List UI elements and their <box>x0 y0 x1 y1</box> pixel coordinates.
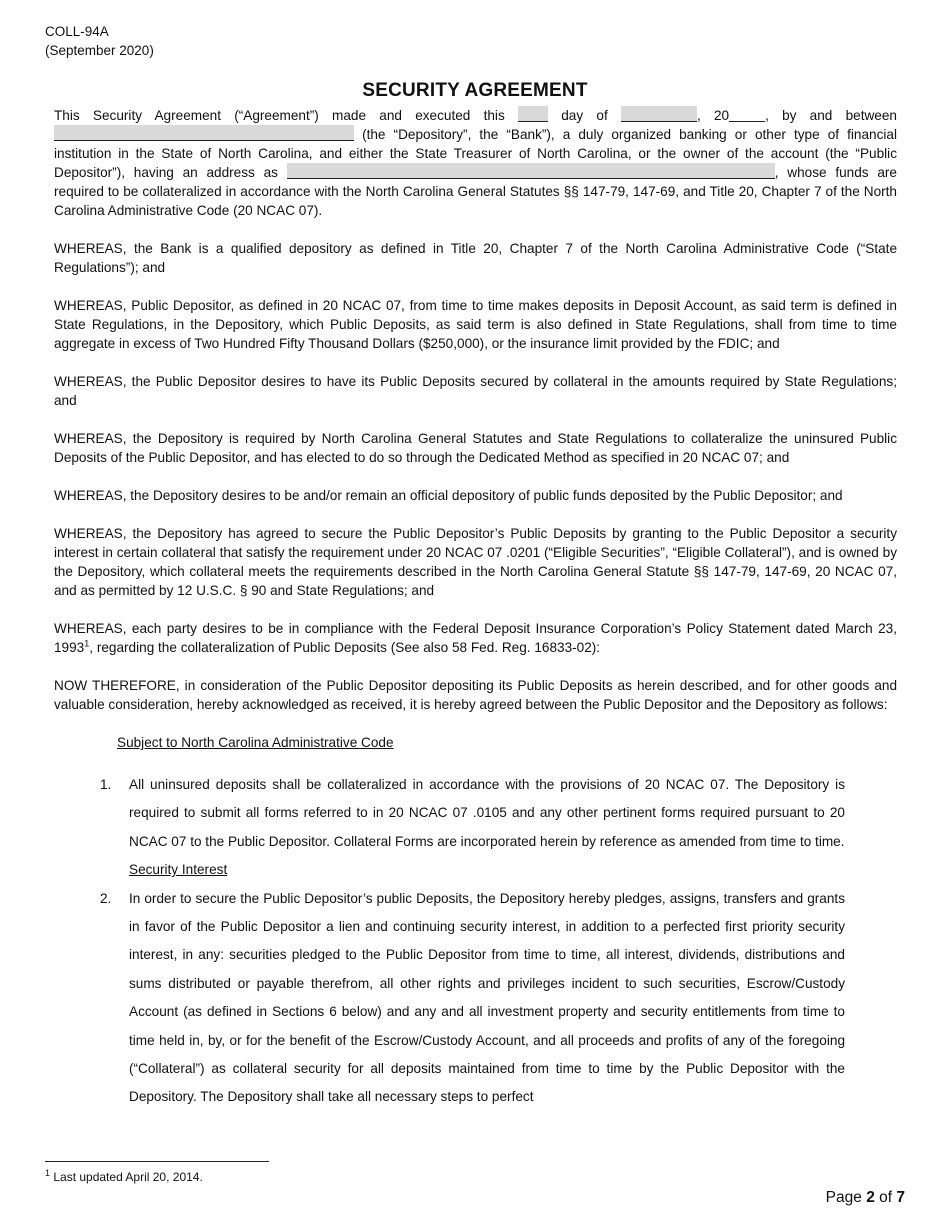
form-date: (September 2020) <box>45 43 154 58</box>
footnote-divider <box>45 1161 269 1162</box>
depository-name-field[interactable] <box>54 125 354 141</box>
year-field[interactable] <box>729 107 765 122</box>
list-item <box>54 771 897 856</box>
total-pages: 7 <box>896 1189 905 1206</box>
whereas-paragraph: WHEREAS, the Public Depositor desires to have its Public Deposits secured by collateral in the amounts required by State Regulations; and <box>54 374 897 408</box>
whereas-paragraph: WHEREAS, the Depository desires to be and/or remain an official depository of public funds deposited by the Public Depositor; and <box>54 488 843 503</box>
document-title: SECURITY AGREEMENT <box>362 80 588 101</box>
footnote-reference[interactable]: 1 <box>84 638 90 649</box>
form-code: COLL-94A <box>45 24 109 39</box>
section-heading-nc-code: Subject to North Carolina Administrative Code <box>117 735 394 750</box>
day-field[interactable] <box>518 106 548 122</box>
agreement-body <box>54 106 897 1112</box>
section-heading-security-interest: Security Interest <box>129 862 228 878</box>
item-number: 1. <box>100 777 112 792</box>
footnote-text: Last updated April 20, 2014. <box>50 1170 203 1184</box>
form-identifier <box>45 22 154 60</box>
whereas-paragraph: WHEREAS, the Bank is a qualified depository as defined in Title 20, Chapter 7 of the North Carolina Administrative Code (“State Regulations”); and <box>54 241 897 275</box>
footnote <box>45 1170 203 1184</box>
whereas-paragraph: WHEREAS, Public Depositor, as defined in 20 NCAC 07, from time to time makes deposits in Deposit Account, as said term is defined in State Regulations, in the Depository, which Public Deposits, as said term is also defined in State Regulations, shall from time to time aggregate in excess of Two Hundred Fifty Thousand Dollars ($250,000), or the insurance limit provided by the FDIC; and <box>54 298 897 351</box>
address-field[interactable] <box>287 163 775 179</box>
month-field[interactable] <box>621 106 697 122</box>
footnote-mark: 1 <box>45 1168 51 1178</box>
intro-paragraph: This Security Agreement (“Agreement”) made and executed this day of , 20 , by and between (the “Depository”, the “Bank”), a duly organized banking or other type of financial institution in the State of North Carolina, and either the State Treasurer of North Carolina, or the owner of the account (the “Public Depositor”), having an address as , whose funds are required to be collateralized in accordance with the North Carolina General Statutes §§ 147-79, 147-69, and Title 20, Chapter 7 of the North Carolina Administrative Code (20 NCAC 07). <box>54 108 897 218</box>
whereas-fdic-paragraph: WHEREAS, each party desires to be in compliance with the Federal Deposit Insurance Corporation’s Policy Statement dated March 23, 1993$^1$, regarding the collateralization of Public Deposits (See also 58 Fed. Reg. 16833-02): <box>54 621 897 655</box>
whereas-paragraph: WHEREAS, the Depository has agreed to secure the Public Depositor’s Public Deposits by granting to the Public Depositor a security interest in certain collateral that satisfy the requirement under 20 NCAC 07 .0201 (“Eligible Securities”, “Eligible Collateral”), and is owned by the Depository, which collateral meets the requirements described in the North Carolina General Statute §§ 147-79, 147-69, 20 NCAC 07, and as permitted by 12 U.S.C. § 90 and State Regulations; and <box>54 526 897 598</box>
item-text: In order to secure the Public Depositor’s public Deposits, the Depository hereby pledges, assigns, transfers and grants in favor of the Public Depositor a lien and continuing security interest, in addition to a perfected first priority security interest, in any: securities pledged to the Public Depositor from time to time, all interest, dividends, distributions and sums distributed or payable therefrom, all other rights and privileges incident to such securities, Escrow/Custody Account (as defined in Sections 6 below) and any and all investment property and security entitlements from time to time held in, by, or for the benefit of the Escrow/Custody Account, and all proceeds and profits of any of the foregoing (“Collateral”) as collateral security for all deposits maintained from time to time by the Public Depositor with the Depository. The Depository shall take all necessary steps to perfect <box>129 890 845 1105</box>
whereas-paragraph: WHEREAS, the Depository is required by North Carolina General Statutes and State Regulations to collateralize the uninsured Public Deposits of the Public Depositor, and has elected to do so through the Dedicated Method as specified in 20 NCAC 07; and <box>54 431 897 465</box>
item-number: 2. <box>100 890 112 906</box>
numbered-list <box>54 771 897 1112</box>
page-number: Page 2 of 7 <box>825 1189 905 1206</box>
list-item <box>54 885 897 1112</box>
current-page: 2 <box>866 1189 875 1206</box>
now-therefore-paragraph: NOW THEREFORE, in consideration of the Public Depositor depositing its Public Deposits as herein described, and for other goods and valuable consideration, hereby acknowledged as received, it is hereby agreed between the Public Depositor and the Depository as follows: <box>54 678 897 712</box>
item-text: All uninsured deposits shall be collateralized in accordance with the provisions of 20 NCAC 07. The Depository is required to submit all forms referred to in 20 NCAC 07 .0105 and any other pertinent forms required pursuant to 20 NCAC 07 to the Public Depositor. Collateral Forms are incorporated herein by reference as amended from time to time. <box>129 777 845 849</box>
